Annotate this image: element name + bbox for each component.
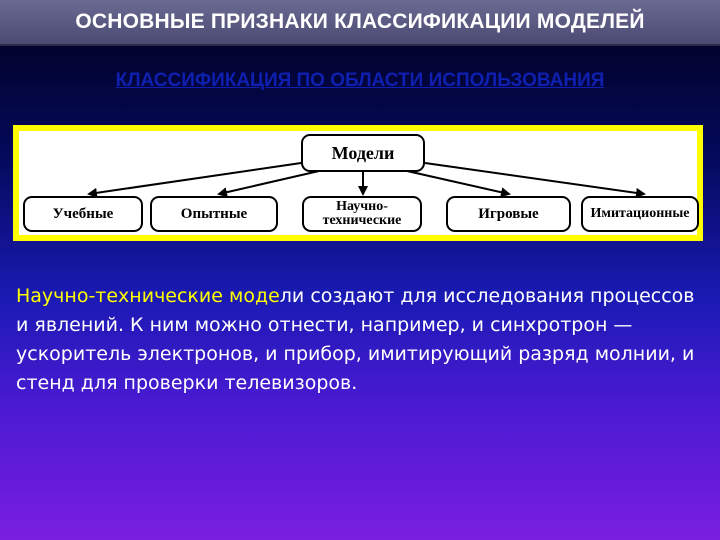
arrow-to-leaf-1	[89, 163, 301, 194]
section-subtitle: КЛАССИФИКАЦИЯ ПО ОБЛАСТИ ИСПОЛЬЗОВАНИЯ	[115, 70, 605, 91]
node-educational: Учебные	[23, 196, 143, 232]
title-bar	[0, 0, 720, 46]
node-models: Модели	[301, 134, 425, 172]
node-simulation: Имитационные	[581, 196, 699, 232]
arrow-to-leaf-2	[219, 171, 319, 194]
arrow-to-leaf-4	[407, 171, 509, 194]
description-paragraph	[16, 282, 706, 398]
highlighted-term: Научно-технические моде	[16, 285, 280, 307]
paragraph-text: ли создают для исследования процессов и явлений. К ним можно отнести, например, и синхротрон — ускоритель электронов, и прибор, имитирующий разряд молнии, и стенд для проверки телевизоров.	[16, 285, 695, 394]
node-experimental: Опытные	[150, 196, 278, 232]
classification-diagram	[19, 131, 697, 235]
arrow-to-leaf-5	[425, 163, 644, 194]
node-scientific-technical: Научно- технические	[302, 196, 422, 232]
page-title: ОСНОВНЫЕ ПРИЗНАКИ КЛАССИФИКАЦИИ МОДЕЛЕЙ	[75, 10, 645, 33]
node-game: Игровые	[446, 196, 571, 232]
diagram-frame	[13, 125, 703, 241]
